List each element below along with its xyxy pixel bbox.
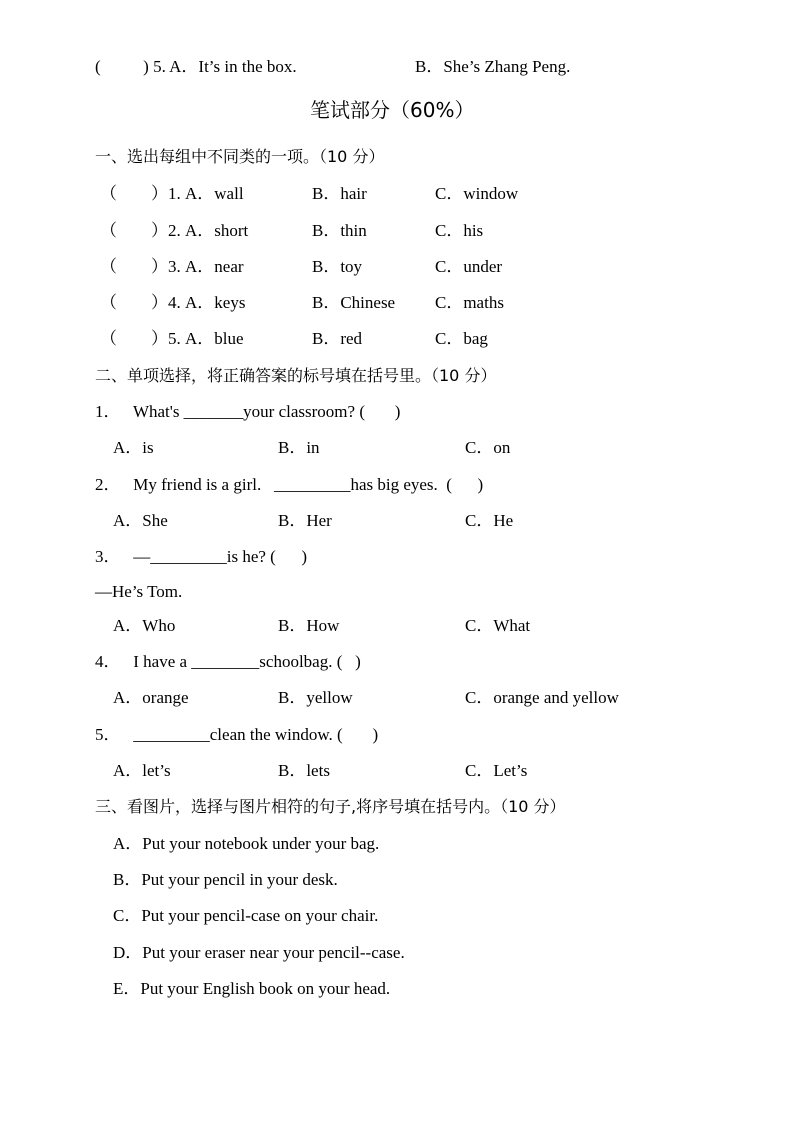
section2-q3-answer-line: —He’s Tom. [95, 582, 183, 601]
section3-option: A．Put your notebook under your bag. [113, 834, 380, 853]
section1-item-c: C．bag [435, 329, 488, 348]
section3-option: D．Put your eraser near your pencil--case. [113, 943, 405, 962]
section1-item-a: （ ）5. A．blue [100, 329, 244, 348]
section2-q4-option-c: C．orange and yellow [465, 688, 619, 707]
section1-item-c: C．maths [435, 293, 504, 312]
section1-item-a: （ ）1. A．wall [100, 184, 244, 203]
section1-heading: 一、选出每组中不同类的一项。（10 分） [95, 147, 385, 166]
section1-item-c: C．his [435, 221, 484, 240]
section2-q3-stem: 3． —_________is he? ( ) [95, 547, 308, 566]
section2-q5-option-c: C．Let’s [465, 761, 528, 780]
section2-q5-option-b: B．lets [278, 761, 330, 780]
section2-heading: 二、单项选择，将正确答案的标号填在括号里。（10 分） [95, 366, 497, 385]
section2-q4-option-b: B．yellow [278, 688, 353, 707]
section2-q1-option-a: A．is [113, 438, 154, 457]
top-item-question: ( ) 5. A．It’s in the box. [95, 57, 297, 76]
section1-item-a: （ ）4. A．keys [100, 293, 246, 312]
section2-q4-option-a: A．orange [113, 688, 189, 707]
section1-item-b: B．red [312, 329, 363, 348]
section2-q2-option-a: A．She [113, 511, 168, 530]
section2-q2-stem: 2． My friend is a girl. _________has big eyes. ( ) [95, 475, 484, 494]
section1-item-b: B．thin [312, 221, 367, 240]
section1-item-c: C．window [435, 184, 519, 203]
section2-q5-option-a: A．let’s [113, 761, 171, 780]
section1-item-c: C．under [435, 257, 503, 276]
top-item-option-b: B．She’s Zhang Peng. [415, 57, 571, 76]
section1-item-b: B．hair [312, 184, 367, 203]
section2-q2-option-b: B．Her [278, 511, 332, 530]
section1-item-b: B．Chinese [312, 293, 396, 312]
section2-q4-stem: 4． I have a ________schoolbag. ( ) [95, 652, 361, 671]
section2-q1-option-b: B．in [278, 438, 320, 457]
section2-q2-option-c: C．He [465, 511, 514, 530]
section2-q1-option-c: C．on [465, 438, 511, 457]
section1-item-a: （ ）3. A．near [100, 257, 244, 276]
section2-q3-option-c: C．What [465, 616, 531, 635]
section2-q5-stem: 5． _________clean the window. ( ) [95, 725, 379, 744]
section2-q3-option-a: A．Who [113, 616, 176, 635]
section2-q1-stem: 1． What's _______your classroom? ( ) [95, 402, 401, 421]
section3-option: E．Put your English book on your head. [113, 979, 391, 998]
section1-item-a: （ ）2. A．short [100, 221, 249, 240]
section1-item-b: B．toy [312, 257, 363, 276]
section3-heading: 三、看图片，选择与图片相符的句子,将序号填在括号内。（10 分） [95, 797, 566, 816]
section2-q3-option-b: B．How [278, 616, 340, 635]
section3-option: C．Put your pencil-case on your chair. [113, 906, 379, 925]
page-title: 笔试部分（60%） [310, 98, 475, 122]
section3-option: B．Put your pencil in your desk. [113, 870, 338, 889]
